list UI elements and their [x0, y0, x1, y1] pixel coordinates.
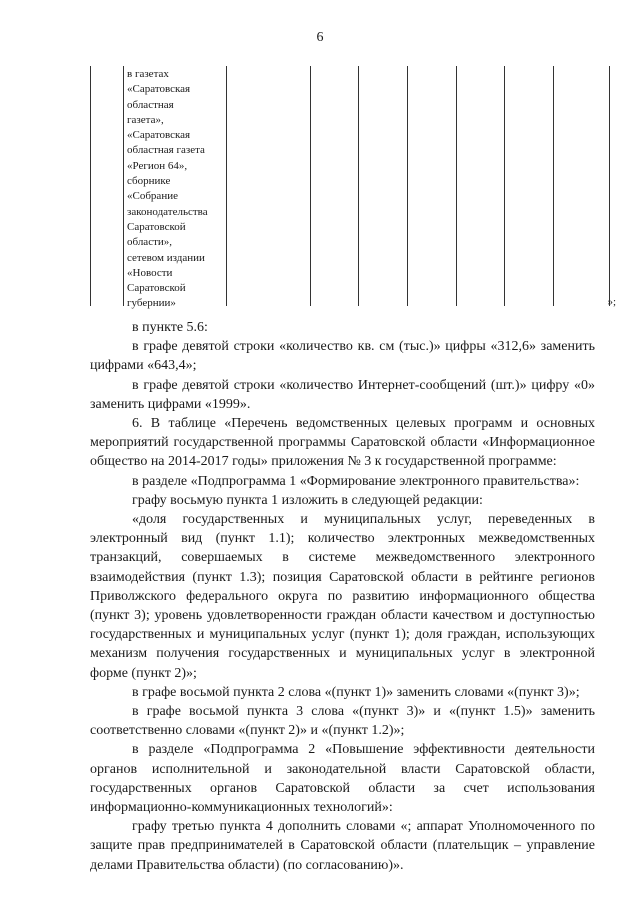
paragraph: в графе восьмой пункта 2 слова «(пункт 1)» заменить словами «(пункт 3)»;	[132, 684, 580, 700]
paragraph: в пункте 5.6:	[132, 320, 208, 335]
table-cell-text	[127, 67, 221, 312]
table-cell-line: областная	[127, 98, 174, 111]
table-column-border	[609, 66, 610, 306]
table-cell-line: Саратовской	[127, 282, 186, 295]
paragraph: в графе девятой строки «количество Интернет-сообщений (шт.)» цифру «0» заменить цифрами «1999».	[90, 377, 595, 412]
document-body	[90, 318, 595, 875]
table-column-border	[90, 66, 91, 306]
table-cell-line: сетевом издании	[127, 251, 205, 264]
paragraph: в разделе «Подпрограмма 1 «Формирование электронного правительства»:	[132, 473, 580, 489]
table-cell-line: законодательства	[127, 205, 208, 218]
table-cell-line: Саратовской	[127, 220, 186, 233]
paragraph: «доля государственных и муниципальных услуг, переведенных в электронный вид (пункт 1.1); количество электронных межведомственных транзакций, совершаемых в системе межведомственного электронного взаимодействия (пункт 1.3); позиция Саратовской области в рейтинге регионов Приволжского федерального округа по развитию информационного общества (пункт 3); уровень удовлетворенности граждан области качеством и доступностью государственных и муниципальных услуг (пункт 1); доля граждан, использующих механизм получения государственных и муниципальных услуг в электронной форме (пункт 2)»;	[90, 512, 595, 681]
paragraph: в разделе «Подпрограмма 2 «Повышение эффективности деятельности органов исполнительной и законодательной власти Саратовской области, государственных органов Саратовской области за счет использования информационно-коммуникационных технологий»:	[90, 742, 595, 816]
paragraph: 6. В таблице «Перечень ведомственных целевых программ и основных мероприятий государственной программы Саратовской области «Информационное общество на 2014-2017 годы» приложения № 3 к государственной программе:	[90, 416, 595, 470]
page-number: 6	[316, 30, 324, 45]
table-cell-line: в газетах	[127, 68, 169, 80]
table-cell-line: «Саратовская	[127, 83, 191, 96]
paragraph: в графе восьмой пункта 3 слова «(пункт 3)» и «(пункт 1.5)» заменить соответственно словами «(пункт 2)» и «(пункт 1.2)»;	[90, 704, 595, 739]
table-column-border	[123, 66, 124, 306]
table-column-border	[226, 66, 227, 306]
table-column-border	[310, 66, 311, 306]
table-cell-line: «Регион 64»,	[127, 159, 188, 172]
table-column-border	[504, 66, 505, 306]
table-cell-line: губернии»	[127, 297, 176, 310]
table-cell-line: «Собрание	[127, 190, 178, 203]
table-column-border	[358, 66, 359, 306]
paragraph: графу третью пункта 4 дополнить словами «; аппарат Уполномоченного по защите прав предпринимателей в Саратовской области (плательщик – управление делами Правительства области) (по согласованию)».	[90, 819, 595, 873]
table-column-border	[553, 66, 554, 306]
table-cell-line: «Новости	[127, 266, 173, 279]
table-fragment	[90, 66, 616, 310]
table-cell-line: областная газета	[127, 144, 205, 157]
table-cell-line: «Саратовская	[127, 129, 191, 142]
table-cell-line: сборнике	[127, 175, 171, 188]
paragraph: в графе девятой строки «количество кв. см (тыс.)» цифры «312,6» заменить цифрами «643,4»;	[90, 339, 595, 374]
table-column-border	[407, 66, 408, 306]
table-cell-line: газета»,	[127, 113, 164, 126]
paragraph: графу восьмую пункта 1 изложить в следующей редакции:	[132, 492, 483, 508]
table-column-border	[456, 66, 457, 306]
table-cell-line: области»,	[127, 236, 173, 249]
table-end-mark: »;	[607, 296, 616, 308]
